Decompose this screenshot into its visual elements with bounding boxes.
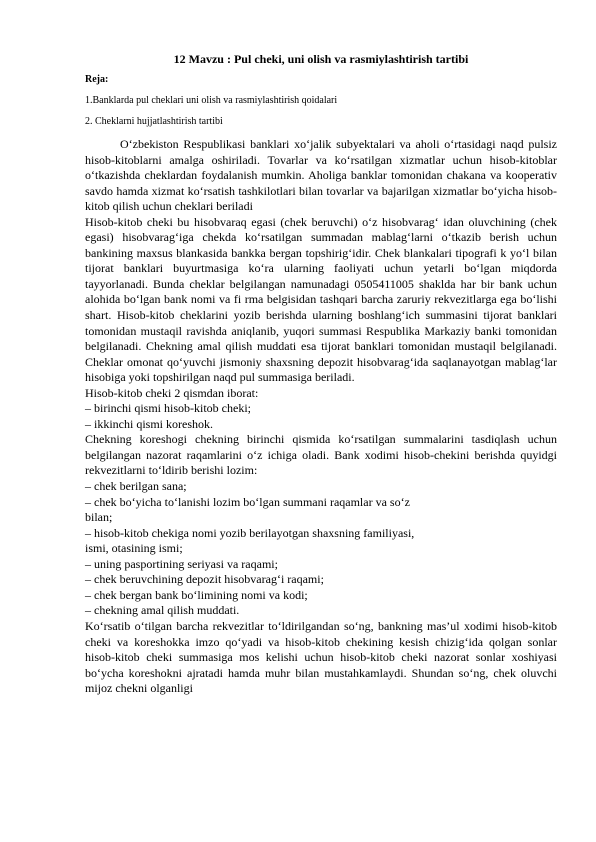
list-item: – chek berilgan sana; — [85, 479, 187, 494]
list-item-continuation: bilan; — [85, 510, 113, 525]
page-title: 12 Mavzu : Pul cheki, uni olish va rasmiylashtirish tartibi — [173, 52, 469, 66]
list-item: – chek bergan bank bo‘limining nomi va kodi; — [85, 587, 308, 602]
plan-item-1: 1.Banklarda pul cheklari uni olish va rasmiylashtirish qoidalari — [85, 95, 338, 106]
list-item: – birinchi qismi hisob-kitob cheki; — [85, 401, 251, 416]
document-page — [85, 52, 557, 697]
plan-label: Reja: — [85, 74, 109, 85]
plan-item-2: 2. Cheklarni hujjatlashtirish tartibi — [85, 116, 223, 127]
paragraph-closing: Ko‘rsatib o‘tilgan barcha rekvezitlar to‘ldirilgandan so‘ng, bankning mas’ul xodimi hisob-kitob cheki va koreshokka imzo qo‘yadi va hisob-kitob chekining kesish chizig‘ida qolgan sonlar hisob-kitob cheki summasiga mos kelishi uchun hisob-kitob cheki nazorat sonlar xoshiyasi bo‘ycha koreshokni ajratadi hamda muhr bilan mustahkamlaydi. Shundan so‘ng, chek oluvchi mijoz chekni olganligi — [85, 618, 557, 696]
list-item: – chekning amal qilish muddati. — [85, 603, 240, 618]
paragraph-parts-heading: Hisob-kitob cheki 2 qismdan iborat: — [85, 385, 259, 400]
list-item: – hisob-kitob chekiga nomi yozib berilayotgan shaxsning familiyasi, — [85, 525, 415, 540]
document-body — [85, 137, 557, 697]
list-item-continuation: ismi, otasining ismi; — [85, 541, 183, 556]
paragraph-counterfoil: Chekning koreshogi chekning birinchi qismida ko‘rsatilgan summalarini tasdiqlash uchun belgilangan nazorat raqamlarini o‘z ichiga oladi. Bank xodimi hisob-chekini berishda quyidgi rekvezitlarni to‘ldirib berishi lozim: — [85, 432, 557, 478]
list-item: – chek beruvchining depozit hisobvarag‘i raqami; — [85, 572, 324, 587]
list-item: – chek bo‘yicha to‘lanishi lozim bo‘lgan summani raqamlar va so‘z — [85, 494, 410, 509]
paragraph-definition: Hisob-kitob cheki bu hisobvaraq egasi (chek beruvchi) o‘z hisobvarag‘ idan oluvchining (chek egasi) hisobvarag‘iga chekda ko‘rsatilgan summadan mablag‘larni o‘tkazib berish uchun bankining maxsus blankasida bankka bergan topshirig‘idir. Chek blankalari tipografi k yo‘l bilan tijorat banklari buyurtmasiga ko‘ra ularning faoliyati uchun yetarli bo‘lgan miqdorda tayyorlanadi. Bunda cheklar belgilangan namunadagi 0505411005 shaklda har bir bank uchun alohida bo‘lgan bank nomi va fi rma belgisidan tashqari barcha zaruriy rekvezitlarga ega bo‘lishi shart. Hisob-kitob cheklarini yozib berishda ularning boshlang‘ich summasini tijorat banklari tomonidan mustaqil ravishda aniqlanib, yuqori summasi Respublika Markaziy banki tomonidan belgilanadi. Chekning amal qilish muddati esa tijorat banklari tomonidan mustaqil belgilanadi. Cheklar omonat qo‘yuvchi jismoniy shaxsning depozit hisobvarag‘ida saqlanayotgan mablag‘lar hisobiga yoki topshirilgan naqd pul summasiga beriladi. — [85, 214, 557, 385]
list-item: – ikkinchi qismi koreshok. — [85, 416, 213, 431]
paragraph-intro: O‘zbekiston Respublikasi banklari xo‘jalik subyektalari va aholi o‘rtasidagi naqd pulsiz hisob-kitoblarni amalga oshiriladi. Tovarlar va ko‘rsatilgan xizmatlar uchun hisob-kitoblar o‘tkazishda cheklardan foydalanish mumkin. Aholiga banklar tomonidan chakana va kooperativ savdo hamda xizmat ko‘rsatish tashkilotlari bilan tovarlar va bajarilgan xizmatlar bo‘yicha hisob-kitob qilish uchun cheklari beriladi — [85, 137, 557, 214]
list-item: – uning pasportining seriyasi va raqami; — [85, 556, 278, 571]
